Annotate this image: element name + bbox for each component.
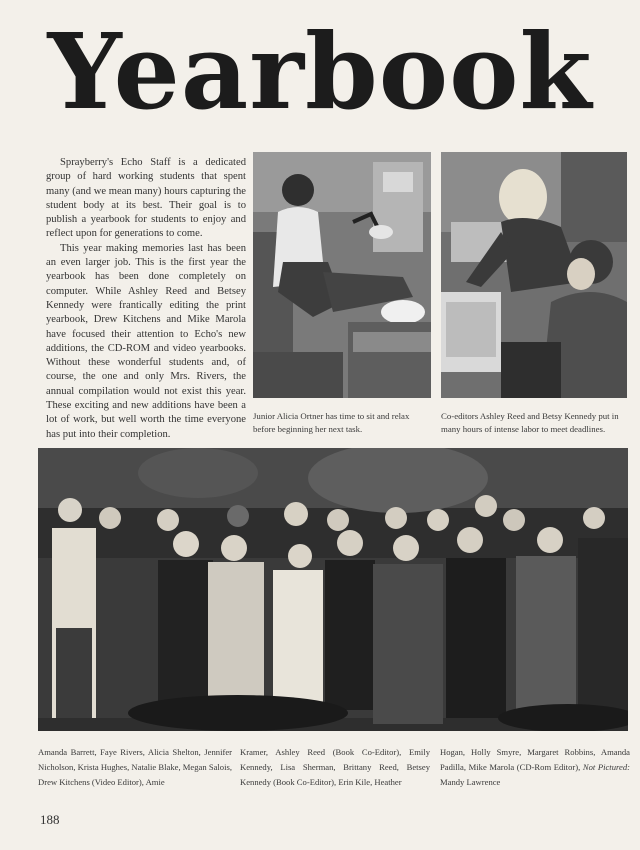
caption-student-sitting: Junior Alicia Ortner has time to sit and relax before beginning her next task.: [253, 411, 410, 434]
body-paragraph-2: This year making memories last has been an even larger job. This is the first year the yearbook has been done completely on computer. While Ashley Reed and Betsey Kennedy were frantically editing the print yearbook, Drew Kitchens and Mike Marola have focused their attention to Echo's new additions, the CD-ROM and video yearbooks. Without these wonderful students and, of course, the one and only Mrs. Rivers, the annual compilation would not exist this year. These exciting and new additions have been a lot of work, but well worth the time everyone has put into their completion.: [46, 242, 246, 440]
group-names-column-3-text: Hogan, Holly Smyre, Margaret Robbins, Amanda Padilla, Mike Marola (CD-Rom Editor),: [440, 747, 630, 772]
photo-co-editors: [441, 152, 627, 398]
group-names-column-3: [440, 745, 630, 790]
photo-student-sitting: [253, 152, 431, 398]
not-pictured-label: Not Pictured:: [582, 762, 630, 772]
group-names-column-1: Amanda Barrett, Faye Rivers, Alicia Shelton, Jennifer Nicholson, Krista Hughes, Natalie Blake, Megan Salois, Drew Kitchens (Video Editor), Amie: [38, 747, 232, 787]
caption-co-editors: Co-editors Ashley Reed and Betsy Kennedy put in many hours of intense labor to meet deadlines.: [441, 411, 619, 434]
not-pictured-names: Mandy Lawrence: [440, 777, 501, 787]
body-text: [46, 156, 246, 442]
photo-staff-group: [38, 448, 628, 731]
group-names-column-2: Kramer, Ashley Reed (Book Co-Editor), Emily Kennedy, Lisa Sherman, Brittany Reed, Betsey Kennedy (Book Co-Editor), Erin Kile, Heather: [240, 747, 430, 787]
page-number: 188: [40, 812, 60, 827]
body-paragraph-1: Sprayberry's Echo Staff is a dedicated group of hard working students that spent many (and we mean many) hours capturing the student body at its best. Their goal is to publish a yearbook for students to enjoy and reflect upon for generations to come.: [46, 157, 246, 240]
page-headline: Yearbook: [47, 10, 593, 133]
